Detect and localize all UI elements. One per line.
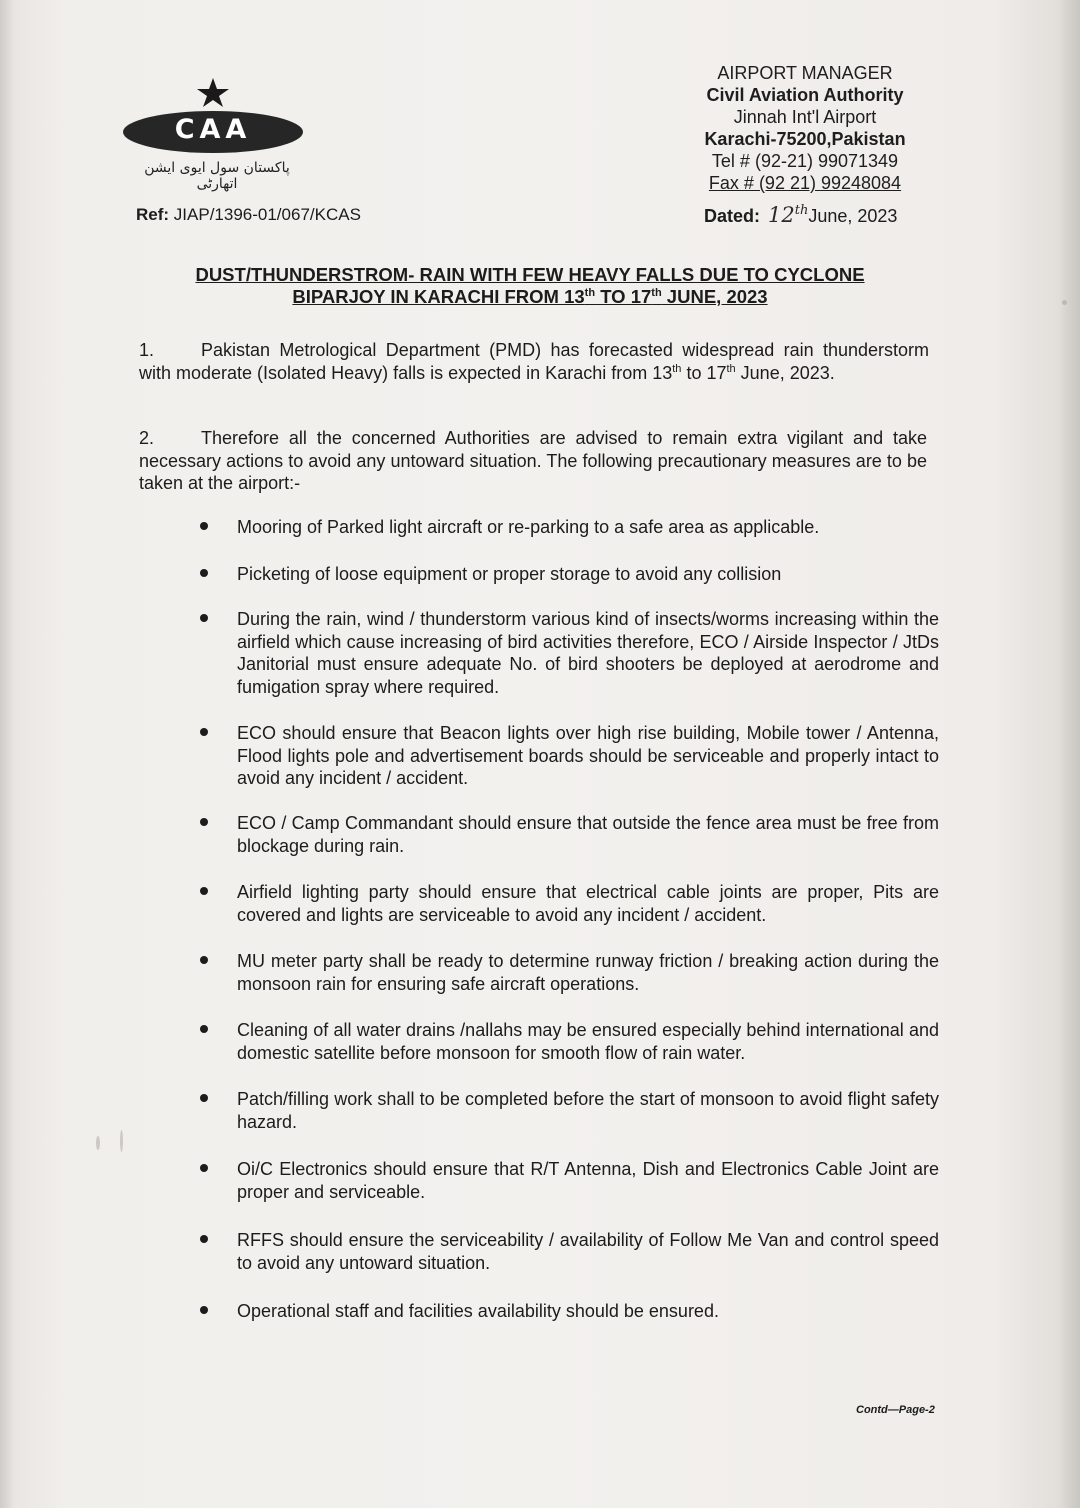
bullet-dot <box>200 887 208 895</box>
paragraph-2-number: 2. <box>139 428 155 448</box>
paper-speck <box>96 1136 100 1150</box>
subject-heading <box>170 264 890 308</box>
bullet-text: Mooring of Parked light aircraft or re-parking to a safe area as applicable. <box>237 517 820 537</box>
bullet-text: Operational staff and facilities availability should be ensured. <box>237 1301 719 1321</box>
dated-month-year: June, 2023 <box>808 206 898 226</box>
caa-logo <box>122 76 312 192</box>
handwritten-day-suffix: th <box>794 203 809 218</box>
paragraph-1-text-b: to 17 <box>681 362 727 383</box>
bullet-text: MU meter party shall be ready to determine runway friction / breaking action during the monsoon rain for ensuring safe aircraft operations. <box>237 951 939 994</box>
paragraph-1-text-c: June, 2023. <box>735 362 835 383</box>
bullet-dot <box>200 1025 208 1033</box>
paragraph-1-sup-2: th <box>726 362 736 375</box>
address-tel: Tel # (92-21) 99071349 <box>711 151 899 171</box>
bullet-dot <box>200 728 208 736</box>
logo-abbreviation: CAA <box>174 114 252 145</box>
bullet-dot <box>200 522 208 530</box>
subject-line-1: DUST/THUNDERSTROM- RAIN WITH FEW HEAVY FALLS DUE TO CYCLONE <box>195 264 865 285</box>
bullet-dot <box>200 1235 208 1243</box>
subject-line-2-part-c: JUNE, 2023 <box>661 286 768 307</box>
subject-sup-2: th <box>651 286 662 299</box>
paragraph-1 <box>139 339 929 384</box>
date-line <box>704 203 897 227</box>
paper-shadow-right <box>1058 0 1080 1508</box>
paragraph-1-text-a: Pakistan Metrological Department (PMD) has forecasted widespread rain thunderstorm with moderate (Isolated Heavy) falls is expected in Karachi from 13 <box>139 340 929 383</box>
paper-speck <box>1062 300 1067 305</box>
bullet-dot <box>200 1164 208 1172</box>
address-fax: Fax # (92 21) 99248084 <box>708 173 902 193</box>
bullet-dot <box>200 1306 208 1314</box>
bullet-dot <box>200 956 208 964</box>
bullet-text: ECO should ensure that Beacon lights over high rise building, Mobile tower / Antenna, Flood lights pole and advertisement boards should be serviceable and properly intact to avoid any incident / accident. <box>237 723 939 788</box>
bullet-text: Picketing of loose equipment or proper storage to avoid any collision <box>237 564 782 584</box>
dated-label: Dated: <box>704 206 761 226</box>
bullet-dot <box>200 1094 208 1102</box>
subject-line-2-part-b: TO 17 <box>595 286 652 307</box>
bullet-dot <box>200 614 208 622</box>
continued-note: Contd—Page-2 <box>856 1404 935 1416</box>
subject-line-2 <box>170 286 890 308</box>
sender-address <box>690 62 920 194</box>
reference-number <box>136 205 361 225</box>
ref-label: Ref: <box>136 205 170 224</box>
bullet-text: Oi/C Electronics should ensure that R/T Antenna, Dish and Electronics Cable Joint are proper and serviceable. <box>237 1159 939 1202</box>
paragraph-1-sup-1: th <box>672 362 682 375</box>
bullet-text: Airfield lighting party should ensure that electrical cable joints are proper, Pits are covered and lights are serviceable to avoid any incident / accident. <box>237 882 939 925</box>
bullet-text: RFFS should ensure the serviceability / availability of Follow Me Van and control speed to avoid any untoward situation. <box>237 1230 939 1273</box>
subject-sup-1: th <box>584 286 596 299</box>
bullet-dot <box>200 818 208 826</box>
bullet-text: Cleaning of all water drains /nallahs may be ensured especially behind international and domestic satellite before monsoon for smooth flow of rain water. <box>237 1020 939 1063</box>
handwritten-day <box>768 203 808 227</box>
address-city: Karachi-75200,Pakistan <box>704 129 906 149</box>
paper-shadow-left <box>0 0 14 1508</box>
ref-value: JIAP/1396-01/067/KCAS <box>173 205 361 224</box>
bullet-text: During the rain, wind / thunderstorm various kind of insects/worms increasing within the airfield which cause increasing of bird activities therefore, ECO / Airside Inspector / JtDs Janitorial must ensure adequate No. of bird shooters be deployed at aerodrome and fumigation spray where required. <box>237 609 939 697</box>
bullet-text: ECO / Camp Commandant should ensure that outside the fence area must be free from blockage during rain. <box>237 813 939 856</box>
logo-urdu-name: پاکستان سول ایوی ایشن اتھارٹی <box>144 160 290 192</box>
paragraph-2-text: Therefore all the concerned Authorities are advised to remain extra vigilant and take necessary actions to avoid any untoward situation. The following precautionary measures are to be taken at the airport:- <box>139 428 927 493</box>
address-airport: Jinnah Int'l Airport <box>733 107 877 127</box>
address-organization: Civil Aviation Authority <box>706 85 904 105</box>
handwritten-day-number: 12 <box>768 203 795 227</box>
paragraph-2 <box>139 427 927 495</box>
subject-line-2-part-a: BIPARJOY IN KARACHI FROM 13 <box>292 286 585 307</box>
address-title: AIRPORT MANAGER <box>717 63 893 83</box>
bullet-dot <box>200 569 208 577</box>
paper-speck <box>120 1130 123 1152</box>
bullet-text: Patch/filling work shall to be completed before the start of monsoon to avoid flight safety hazard. <box>237 1089 939 1132</box>
star-icon <box>197 78 229 107</box>
paragraph-1-number: 1. <box>139 340 155 360</box>
